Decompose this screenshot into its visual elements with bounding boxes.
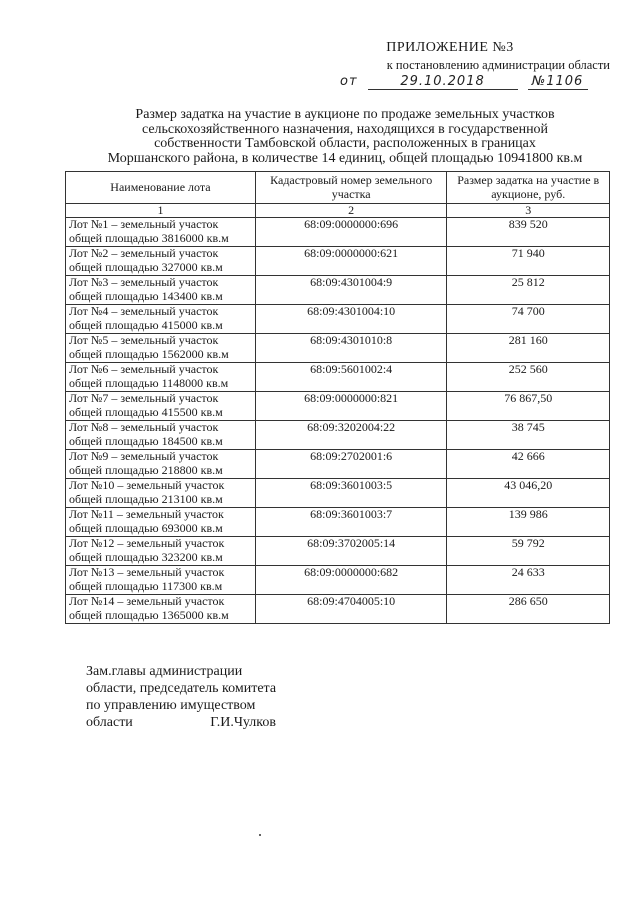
lot-area-line: общей площадью 693000 кв.м	[69, 520, 223, 535]
appendix-subtitle: к постановлению администрации области	[386, 58, 610, 72]
lot-area-line: общей площадью 323200 кв.м	[69, 549, 223, 564]
lot-name-line: Лот №1 – земельный участок	[69, 217, 219, 231]
heading-line: сельскохозяйственного назначения, находящихся в государственной	[141, 121, 549, 137]
cadastral-number-cell: 68:09:4704005:10	[255, 595, 447, 624]
cadastral-number-cell: 68:09:3702005:14	[255, 537, 447, 566]
cadastral-number-cell: 68:09:5601002:4	[255, 363, 447, 392]
lot-name-cell	[66, 247, 256, 276]
lot-area-line: общей площадью 143400 кв.м	[69, 288, 223, 303]
lot-name-line: Лот №10 – земельный участок	[69, 478, 225, 492]
table-row	[66, 305, 610, 334]
column-number: 3	[447, 204, 610, 218]
document-heading	[80, 108, 610, 166]
lot-area-line: общей площадью 415500 кв.м	[69, 404, 223, 419]
deposit-amount-cell: 286 650	[447, 595, 610, 624]
lot-name-cell	[66, 392, 256, 421]
table-row	[66, 218, 610, 247]
cadastral-number-cell: 68:09:4301004:10	[255, 305, 447, 334]
cadastral-number-cell: 68:09:0000000:682	[255, 566, 447, 595]
lot-name-line: Лот №13 – земельный участок	[69, 565, 225, 579]
lot-area-line: общей площадью 1365000 кв.м	[69, 607, 229, 622]
lot-name-cell	[66, 479, 256, 508]
lot-name-line: Лот №9 – земельный участок	[69, 449, 219, 463]
lot-name-cell	[66, 450, 256, 479]
lot-area-line: общей площадью 184500 кв.м	[69, 433, 223, 448]
lot-name-line: Лот №2 – земельный участок	[69, 246, 219, 260]
table-row	[66, 363, 610, 392]
heading-line: собственности Тамбовской области, расположенных в границах	[154, 136, 536, 151]
signer-name: Г.И.Чулков	[210, 715, 276, 730]
deposit-amount-cell: 25 812	[447, 276, 610, 305]
lot-area-line: общей площадью 213100 кв.м	[69, 491, 223, 506]
deposit-amount-cell: 76 867,50	[447, 392, 610, 421]
signature-line: по управлению имуществом	[86, 698, 256, 713]
lot-name-line: Лот №5 – земельный участок	[69, 333, 219, 347]
lot-area-line: общей площадью 3816000 кв.м	[69, 230, 229, 245]
header-deposit-amount: Размер задатка на участие в аукционе, руб.	[447, 172, 610, 204]
header-cadastral-number: Кадастровый номер земельного участка	[255, 172, 447, 204]
column-number: 2	[255, 204, 447, 218]
cadastral-number-cell: 68:09:0000000:821	[255, 392, 447, 421]
lot-name-cell	[66, 363, 256, 392]
table-row	[66, 595, 610, 624]
lot-name-line: Лот №6 – земельный участок	[69, 362, 219, 376]
lot-name-cell	[66, 421, 256, 450]
cadastral-number-cell: 68:09:2702001:6	[255, 450, 447, 479]
appendix-title: ПРИЛОЖЕНИЕ №3	[386, 40, 514, 55]
signature-line: области	[86, 715, 133, 730]
lot-name-line: Лот №14 – земельный участок	[69, 594, 225, 608]
table-row	[66, 334, 610, 363]
handwritten-prefix: от	[340, 74, 358, 89]
cadastral-number-cell: 68:09:4301010:8	[255, 334, 447, 363]
lot-area-line: общей площадью 327000 кв.м	[69, 259, 223, 274]
deposit-amount-cell: 24 633	[447, 566, 610, 595]
cadastral-number-cell: 68:09:0000000:621	[255, 247, 447, 276]
table-row	[66, 479, 610, 508]
lot-name-line: Лот №8 – земельный участок	[69, 420, 219, 434]
lot-area-line: общей площадью 218800 кв.м	[69, 462, 223, 477]
lot-name-cell	[66, 305, 256, 334]
table-row	[66, 247, 610, 276]
lot-name-cell	[66, 537, 256, 566]
deposit-amount-cell: 281 160	[447, 334, 610, 363]
signature-block	[86, 663, 346, 731]
deposit-amount-cell: 252 560	[447, 363, 610, 392]
handwritten-date-number	[340, 74, 610, 90]
lot-name-cell	[66, 508, 256, 537]
lot-area-line: общей площадью 1148000 кв.м	[69, 375, 229, 390]
cadastral-number-cell: 68:09:3601003:7	[255, 508, 447, 537]
lot-name-cell	[66, 595, 256, 624]
cadastral-number-cell: 68:09:3601003:5	[255, 479, 447, 508]
header-lot-name: Наименование лота	[66, 172, 256, 204]
column-number: 1	[66, 204, 256, 218]
table-row	[66, 450, 610, 479]
deposit-amount-cell: 42 666	[447, 450, 610, 479]
table-header-row	[66, 172, 610, 204]
lot-name-line: Лот №4 – земельный участок	[69, 304, 219, 318]
lot-name-cell	[66, 334, 256, 363]
lot-area-line: общей площадью 1562000 кв.м	[69, 346, 229, 361]
lot-area-line: общей площадью 415000 кв.м	[69, 317, 223, 332]
deposit-amount-cell: 74 700	[447, 305, 610, 334]
deposit-amount-cell: 139 986	[447, 508, 610, 537]
handwritten-date: 29.10.2018	[368, 75, 518, 90]
deposit-amount-cell: 59 792	[447, 537, 610, 566]
table-row	[66, 566, 610, 595]
deposit-amount-cell: 43 046,20	[447, 479, 610, 508]
handwritten-number: №1106	[528, 75, 588, 90]
cadastral-number-cell: 68:09:3202004:22	[255, 421, 447, 450]
lot-area-line: общей площадью 117300 кв.м	[69, 578, 223, 593]
lot-name-line: Лот №12 – земельный участок	[69, 536, 225, 550]
signature-name-line	[86, 714, 276, 731]
cadastral-number-cell: 68:09:4301004:9	[255, 276, 447, 305]
deposit-amount-cell: 839 520	[447, 218, 610, 247]
lot-name-line: Лот №3 – земельный участок	[69, 275, 219, 289]
scan-speck	[259, 834, 261, 836]
table-row	[66, 508, 610, 537]
table-row	[66, 537, 610, 566]
lot-name-line: Лот №11 – земельный участок	[69, 507, 224, 521]
cadastral-number-cell: 68:09:0000000:696	[255, 218, 447, 247]
signature-line: области, председатель комитета	[86, 681, 277, 696]
lot-name-line: Лот №7 – земельный участок	[69, 391, 219, 405]
deposit-amount-cell: 38 745	[447, 421, 610, 450]
lots-table	[65, 171, 610, 624]
lot-name-cell	[66, 218, 256, 247]
table-row	[66, 392, 610, 421]
lot-name-cell	[66, 566, 256, 595]
column-numbers-row	[66, 204, 610, 218]
heading-line: Моршанского района, в количестве 14 единиц, общей площадью 10941800 кв.м	[107, 150, 583, 166]
signature-line: Зам.главы администрации	[86, 664, 243, 679]
heading-line: Размер задатка на участие в аукционе по продаже земельных участков	[135, 107, 555, 122]
lot-name-cell	[66, 276, 256, 305]
table-row	[66, 276, 610, 305]
deposit-amount-cell: 71 940	[447, 247, 610, 276]
table-row	[66, 421, 610, 450]
